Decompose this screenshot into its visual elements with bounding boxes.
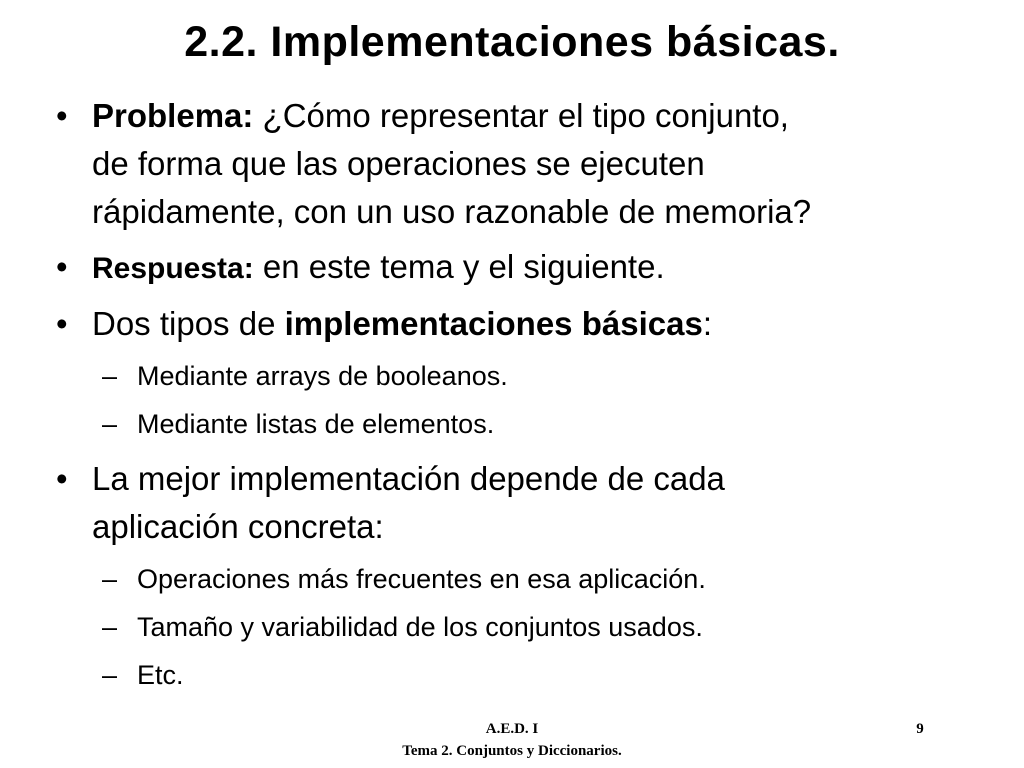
problema-text-line-1: ¿Cómo representar el tipo conjunto, — [253, 97, 789, 134]
dos-tipos-bold: implementaciones básicas — [284, 305, 703, 342]
respuesta-label: Respuesta: — [92, 252, 254, 285]
list-item-dos-tipos — [0, 300, 1024, 348]
sub-item-etc — [0, 651, 1024, 699]
problema-text-line-3: rápidamente, con un uso razonable de memoria? — [92, 193, 812, 230]
bullet-icon: • — [56, 460, 68, 497]
dash-icon: – — [102, 361, 118, 391]
list-item-problema — [0, 92, 1024, 236]
sub-item-operaciones — [0, 555, 1024, 603]
list-item-mejor-implementacion — [0, 455, 1024, 551]
respuesta-text: en este tema y el siguiente. — [253, 248, 665, 285]
bullet-list — [0, 92, 1024, 699]
dos-tipos-text: Dos tipos de — [92, 305, 285, 342]
footer-topic-name: Tema 2. Conjuntos y Diccionarios. — [402, 743, 622, 759]
bullet-icon: • — [56, 305, 68, 342]
sub-item-text: Operaciones más frecuentes en esa aplicación. — [137, 564, 706, 594]
sub-item-listas — [0, 400, 1024, 448]
dash-icon: – — [102, 409, 118, 439]
problema-label: Problema: — [92, 97, 254, 134]
sub-item-text: Etc. — [137, 660, 184, 690]
mejor-text-line-2: aplicación concreta: — [92, 508, 384, 545]
slide-title: 2.2. Implementaciones básicas. — [184, 18, 840, 66]
sub-item-text: Mediante listas de elementos. — [137, 409, 495, 439]
problema-text-line-2: de forma que las operaciones se ejecuten — [92, 145, 705, 182]
dash-icon: – — [102, 660, 118, 690]
dash-icon: – — [102, 612, 118, 642]
footer-course-name: A.E.D. I — [485, 721, 539, 737]
dos-tipos-colon: : — [702, 305, 712, 342]
sub-item-tamano — [0, 603, 1024, 651]
dash-icon: – — [102, 564, 118, 594]
mejor-text-line-1: La mejor implementación depende de cada — [92, 460, 725, 497]
sub-item-text: Mediante arrays de booleanos. — [137, 361, 508, 391]
sub-item-arrays — [0, 352, 1024, 400]
page-number: 9 — [916, 721, 924, 737]
bullet-icon: • — [56, 97, 68, 134]
bullet-icon: • — [56, 248, 68, 285]
sub-item-text: Tamaño y variabilidad de los conjuntos usados. — [137, 612, 703, 642]
footer-course-info — [312, 718, 712, 762]
list-item-respuesta — [0, 243, 1024, 293]
